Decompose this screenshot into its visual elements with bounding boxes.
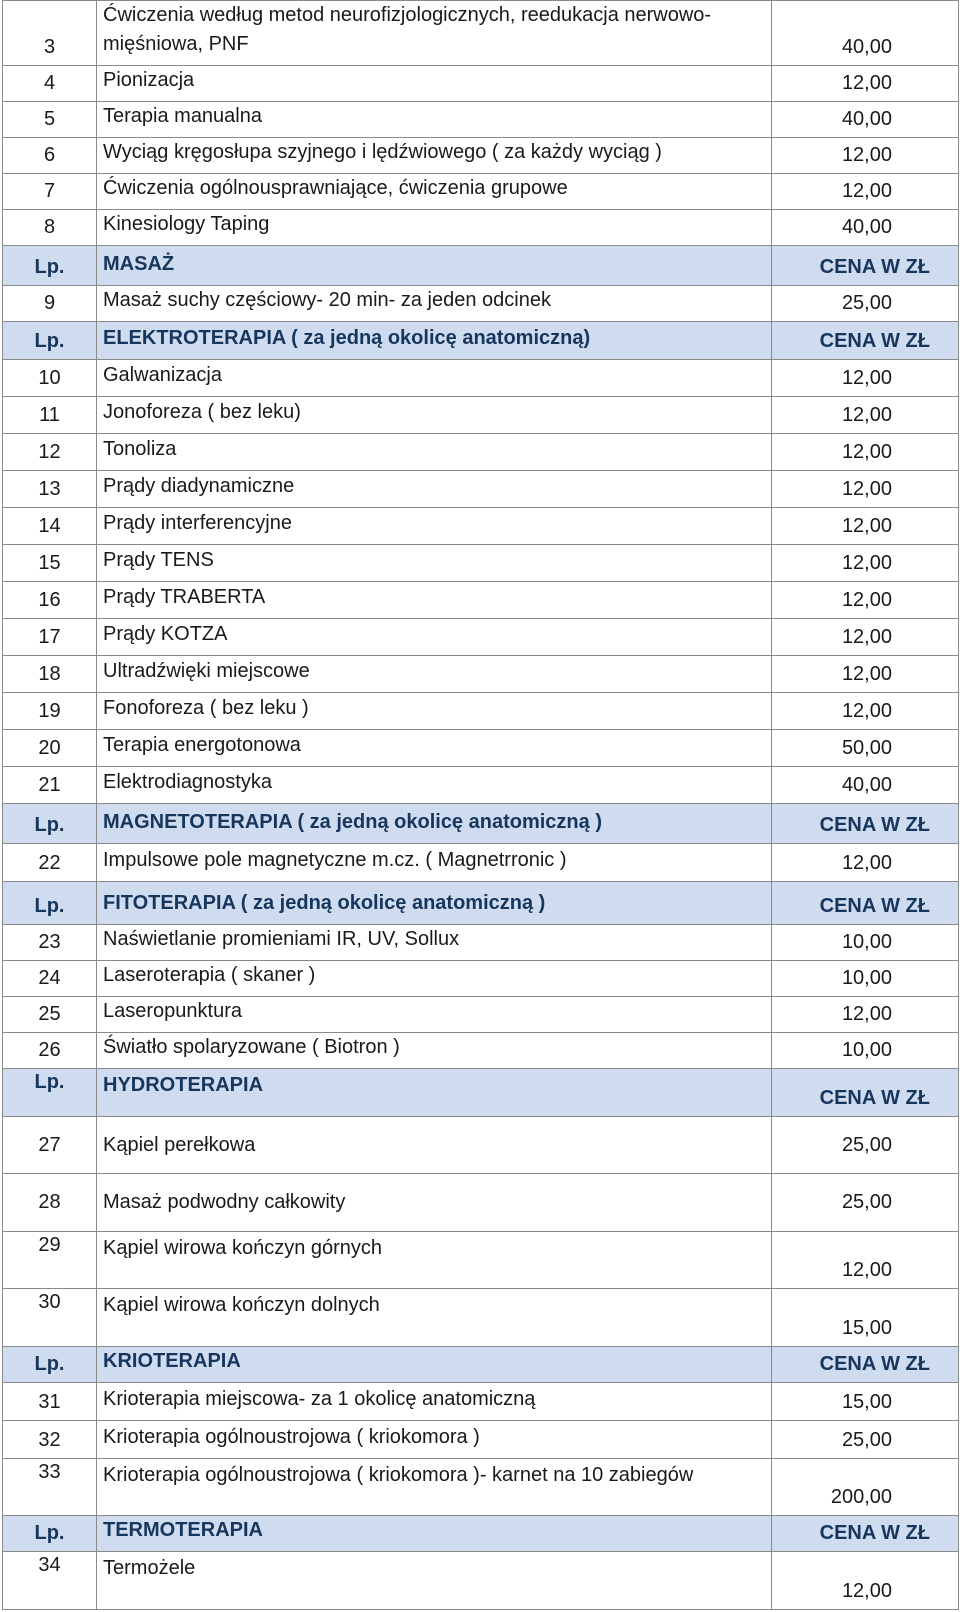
table-row (3, 174, 959, 210)
header-service-price: CENA W ZŁ (772, 882, 959, 925)
row-number: 14 (3, 508, 97, 545)
service-name: Krioterapia ogólnoustrojowa ( kriokomora )- karnet na 10 zabiegów (97, 1459, 772, 1516)
service-name: Krioterapia ogólnoustrojowa ( kriokomora ) (97, 1421, 772, 1459)
table-row (3, 925, 959, 961)
header-service-name: KRIOTERAPIA (97, 1347, 772, 1383)
row-number: 11 (3, 397, 97, 434)
row-number: 20 (3, 730, 97, 767)
service-price: 12,00 (772, 360, 959, 397)
section-header-row (3, 1347, 959, 1383)
service-price: 10,00 (772, 925, 959, 961)
table-row (3, 767, 959, 804)
row-number: 9 (3, 286, 97, 322)
service-price: 50,00 (772, 730, 959, 767)
service-price: 40,00 (772, 102, 959, 138)
table-row (3, 1033, 959, 1069)
row-number: 8 (3, 210, 97, 246)
service-name: Prądy diadynamiczne (97, 471, 772, 508)
service-price: 12,00 (772, 844, 959, 882)
table-row (3, 102, 959, 138)
service-price: 12,00 (772, 619, 959, 656)
row-number: 21 (3, 767, 97, 804)
section-header-row (3, 804, 959, 844)
table-row (3, 1552, 959, 1610)
price-table-body (3, 1, 959, 1610)
table-row (3, 210, 959, 246)
service-name: Kąpiel wirowa kończyn dolnych (97, 1289, 772, 1347)
service-name: Terapia energotonowa (97, 730, 772, 767)
section-header-row (3, 1516, 959, 1552)
service-name: Ćwiczenia ogólnousprawniające, ćwiczenia grupowe (97, 174, 772, 210)
row-number: 30 (3, 1289, 97, 1347)
row-number: 29 (3, 1232, 97, 1289)
service-name: Masaż suchy częściowy- 20 min- za jeden odcinek (97, 286, 772, 322)
row-number: 24 (3, 961, 97, 997)
service-name: Prądy interferencyjne (97, 508, 772, 545)
header-row-number: Lp. (3, 1069, 97, 1117)
service-name: Fonoforeza ( bez leku ) (97, 693, 772, 730)
table-row (3, 545, 959, 582)
row-number: 32 (3, 1421, 97, 1459)
table-row (3, 434, 959, 471)
section-header-row (3, 882, 959, 925)
header-row-number: Lp. (3, 1516, 97, 1552)
service-price: 10,00 (772, 961, 959, 997)
table-row (3, 582, 959, 619)
table-row (3, 360, 959, 397)
header-service-name: MASAŻ (97, 246, 772, 286)
header-service-price: CENA W ZŁ (772, 246, 959, 286)
header-service-name: ELEKTROTERAPIA ( za jedną okolicę anatomiczną) (97, 322, 772, 360)
service-price: 10,00 (772, 1033, 959, 1069)
header-service-price: CENA W ZŁ (772, 1516, 959, 1552)
service-price: 12,00 (772, 997, 959, 1033)
table-row (3, 1232, 959, 1289)
service-price: 40,00 (772, 767, 959, 804)
row-number: 18 (3, 656, 97, 693)
row-number: 3 (3, 1, 97, 66)
service-name: Elektrodiagnostyka (97, 767, 772, 804)
service-name: Prądy TRABERTA (97, 582, 772, 619)
table-row (3, 397, 959, 434)
service-name: Pionizacja (97, 66, 772, 102)
service-name: Galwanizacja (97, 360, 772, 397)
service-price: 200,00 (772, 1459, 959, 1516)
table-row (3, 286, 959, 322)
service-name: Laseropunktura (97, 997, 772, 1033)
row-number: 4 (3, 66, 97, 102)
header-service-name: MAGNETOTERAPIA ( za jedną okolicę anatomiczną ) (97, 804, 772, 844)
service-name: Ćwiczenia według metod neurofizjologicznych, reedukacja nerwowo-mięśniowa, PNF (97, 1, 772, 66)
service-price: 12,00 (772, 174, 959, 210)
header-service-price: CENA W ZŁ (772, 1069, 959, 1117)
service-price: 12,00 (772, 1552, 959, 1610)
service-price: 12,00 (772, 397, 959, 434)
table-row (3, 1383, 959, 1421)
table-row (3, 619, 959, 656)
service-name: Wyciąg kręgosłupa szyjnego i lędźwiowego ( za każdy wyciąg ) (97, 138, 772, 174)
row-number: 19 (3, 693, 97, 730)
service-price: 40,00 (772, 1, 959, 66)
service-price: 15,00 (772, 1383, 959, 1421)
service-name: Jonoforeza ( bez leku) (97, 397, 772, 434)
service-price: 25,00 (772, 1421, 959, 1459)
service-name: Kąpiel perełkowa (97, 1117, 772, 1174)
service-price: 25,00 (772, 286, 959, 322)
row-number: 31 (3, 1383, 97, 1421)
table-row (3, 997, 959, 1033)
row-number: 25 (3, 997, 97, 1033)
service-price: 12,00 (772, 66, 959, 102)
row-number: 13 (3, 471, 97, 508)
table-row (3, 66, 959, 102)
table-row (3, 471, 959, 508)
service-price: 12,00 (772, 545, 959, 582)
section-header-row (3, 1069, 959, 1117)
service-price: 12,00 (772, 693, 959, 730)
header-row-number: Lp. (3, 882, 97, 925)
service-price: 12,00 (772, 434, 959, 471)
service-price: 12,00 (772, 471, 959, 508)
header-row-number: Lp. (3, 322, 97, 360)
table-row (3, 1421, 959, 1459)
header-service-price: CENA W ZŁ (772, 804, 959, 844)
service-name: Laseroterapia ( skaner ) (97, 961, 772, 997)
row-number: 15 (3, 545, 97, 582)
service-name: Terapia manualna (97, 102, 772, 138)
row-number: 6 (3, 138, 97, 174)
service-name: Kinesiology Taping (97, 210, 772, 246)
header-service-name: TERMOTERAPIA (97, 1516, 772, 1552)
row-number: 5 (3, 102, 97, 138)
row-number: 12 (3, 434, 97, 471)
table-row (3, 1174, 959, 1232)
service-name: Krioterapia miejscowa- za 1 okolicę anatomiczną (97, 1383, 772, 1421)
table-row (3, 693, 959, 730)
table-row (3, 656, 959, 693)
header-service-price: CENA W ZŁ (772, 1347, 959, 1383)
section-header-row (3, 322, 959, 360)
row-number: 7 (3, 174, 97, 210)
table-row (3, 1459, 959, 1516)
header-service-name: FITOTERAPIA ( za jedną okolicę anatomiczną ) (97, 882, 772, 925)
table-row (3, 138, 959, 174)
header-service-price: CENA W ZŁ (772, 322, 959, 360)
service-name: Termożele (97, 1552, 772, 1610)
service-price: 12,00 (772, 508, 959, 545)
service-name: Prądy TENS (97, 545, 772, 582)
table-row (3, 1, 959, 66)
service-price: 12,00 (772, 1232, 959, 1289)
row-number: 33 (3, 1459, 97, 1516)
service-name: Światło spolaryzowane ( Biotron ) (97, 1033, 772, 1069)
header-row-number: Lp. (3, 246, 97, 286)
table-row (3, 508, 959, 545)
header-row-number: Lp. (3, 804, 97, 844)
service-price: 25,00 (772, 1117, 959, 1174)
row-number: 22 (3, 844, 97, 882)
service-name: Tonoliza (97, 434, 772, 471)
section-header-row (3, 246, 959, 286)
service-name: Masaż podwodny całkowity (97, 1174, 772, 1232)
service-name: Prądy KOTZA (97, 619, 772, 656)
row-number: 17 (3, 619, 97, 656)
service-price: 40,00 (772, 210, 959, 246)
row-number: 26 (3, 1033, 97, 1069)
service-price: 12,00 (772, 138, 959, 174)
price-table (2, 0, 959, 1610)
row-number: 34 (3, 1552, 97, 1610)
service-price: 12,00 (772, 582, 959, 619)
row-number: 27 (3, 1117, 97, 1174)
row-number: 23 (3, 925, 97, 961)
table-row (3, 1117, 959, 1174)
header-service-name: HYDROTERAPIA (97, 1069, 772, 1117)
table-row (3, 961, 959, 997)
service-name: Naświetlanie promieniami IR, UV, Sollux (97, 925, 772, 961)
table-row (3, 1289, 959, 1347)
row-number: 28 (3, 1174, 97, 1232)
table-row (3, 730, 959, 767)
service-price: 12,00 (772, 656, 959, 693)
row-number: 16 (3, 582, 97, 619)
service-price: 15,00 (772, 1289, 959, 1347)
service-name: Ultradźwięki miejscowe (97, 656, 772, 693)
table-row (3, 844, 959, 882)
service-name: Kąpiel wirowa kończyn górnych (97, 1232, 772, 1289)
service-name: Impulsowe pole magnetyczne m.cz. ( Magnetrronic ) (97, 844, 772, 882)
service-price: 25,00 (772, 1174, 959, 1232)
row-number: 10 (3, 360, 97, 397)
header-row-number: Lp. (3, 1347, 97, 1383)
